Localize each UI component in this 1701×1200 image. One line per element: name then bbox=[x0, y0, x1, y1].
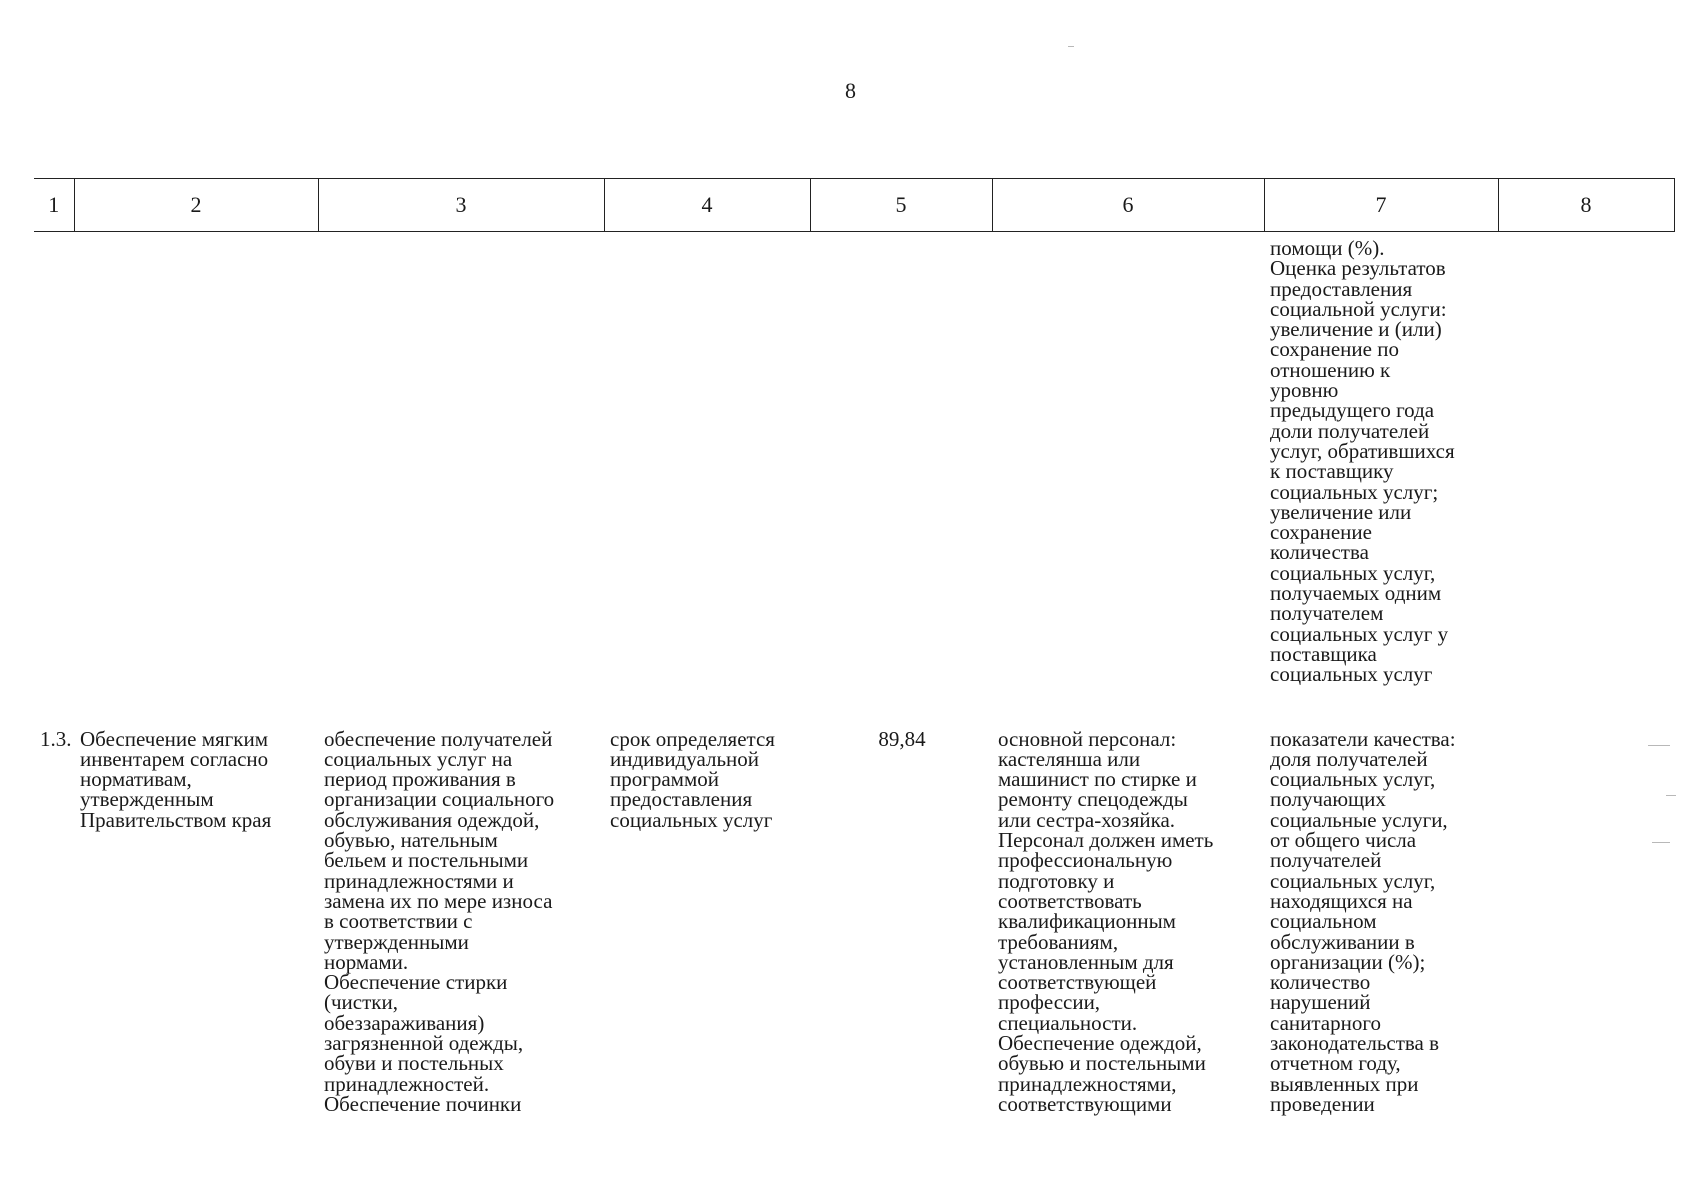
scan-artifact bbox=[1666, 795, 1676, 796]
services-table bbox=[34, 178, 1675, 1114]
column-header-7: 7 bbox=[1264, 179, 1498, 232]
service-description: обеспечение получателей социальных услуг на период проживания в организации социального обслуживания одеждой, обувью, нательным бельем и постельными принадлежностями и замена их по мере износа в соответствии с утвержденными нормами. Обеспечение стирки (чистки, обеззараживания) загрязненной одежды, обуви и постельных принадлежностей. Обеспечение починки bbox=[324, 726, 555, 1116]
service-term: срок определяется индивидуальной программой предоставления социальных услуг bbox=[610, 726, 775, 832]
table-row-continuation bbox=[34, 232, 1674, 685]
service-name: Обеспечение мягким инвентарем согласно нормативам, утвержденным Правительством края bbox=[80, 726, 272, 832]
table-row-1-3 bbox=[34, 685, 1674, 1115]
row-number: 1.3. bbox=[40, 726, 72, 751]
column-header-4: 4 bbox=[604, 179, 810, 232]
service-tariff: 89,84 bbox=[878, 726, 926, 751]
scan-artifact bbox=[1648, 745, 1670, 746]
column-header-2: 2 bbox=[74, 179, 318, 232]
column-number-header-row bbox=[34, 179, 1674, 232]
scan-artifact bbox=[1068, 46, 1074, 47]
column-header-1: 1 bbox=[34, 179, 74, 232]
quality-indicators-continued: помощи (%). Оценка результатов предоставления социальной услуги: увеличение и (или) сохранение по отношению к уровню предыдущего года доли получателей услуг, обратившихся к поставщику социальных услуг; увеличение или сохранение количества социальных услуг, получаемых одним получателем социальных услуг у поставщика социальных услуг bbox=[1270, 236, 1455, 687]
column-header-6: 6 bbox=[992, 179, 1264, 232]
page-number: 8 bbox=[845, 78, 856, 103]
column-header-5: 5 bbox=[810, 179, 992, 232]
scan-artifact bbox=[1652, 842, 1670, 843]
column-header-3: 3 bbox=[318, 179, 604, 232]
quality-indicators: показатели качества: доля получателей социальных услуг, получающих социальные услуги, от общего числа получателей социальных услуг, находящихся на социальном обслуживании в организации (%); количество нарушений санитарного законодательства в отчетном году, выявленных при проведении bbox=[1270, 726, 1456, 1116]
column-header-8: 8 bbox=[1498, 179, 1674, 232]
staff-requirements: основной персонал: кастелянша или машинист по стирке и ремонту спецодежды или сестра-хозяйка. Персонал должен иметь профессиональную подготовку и соответствовать квалификационным требованиям, установленным для соответствующей профессии, специальности. Обеспечение одеждой, обувью и постельными принадлежностями, соответствующими bbox=[998, 726, 1214, 1116]
